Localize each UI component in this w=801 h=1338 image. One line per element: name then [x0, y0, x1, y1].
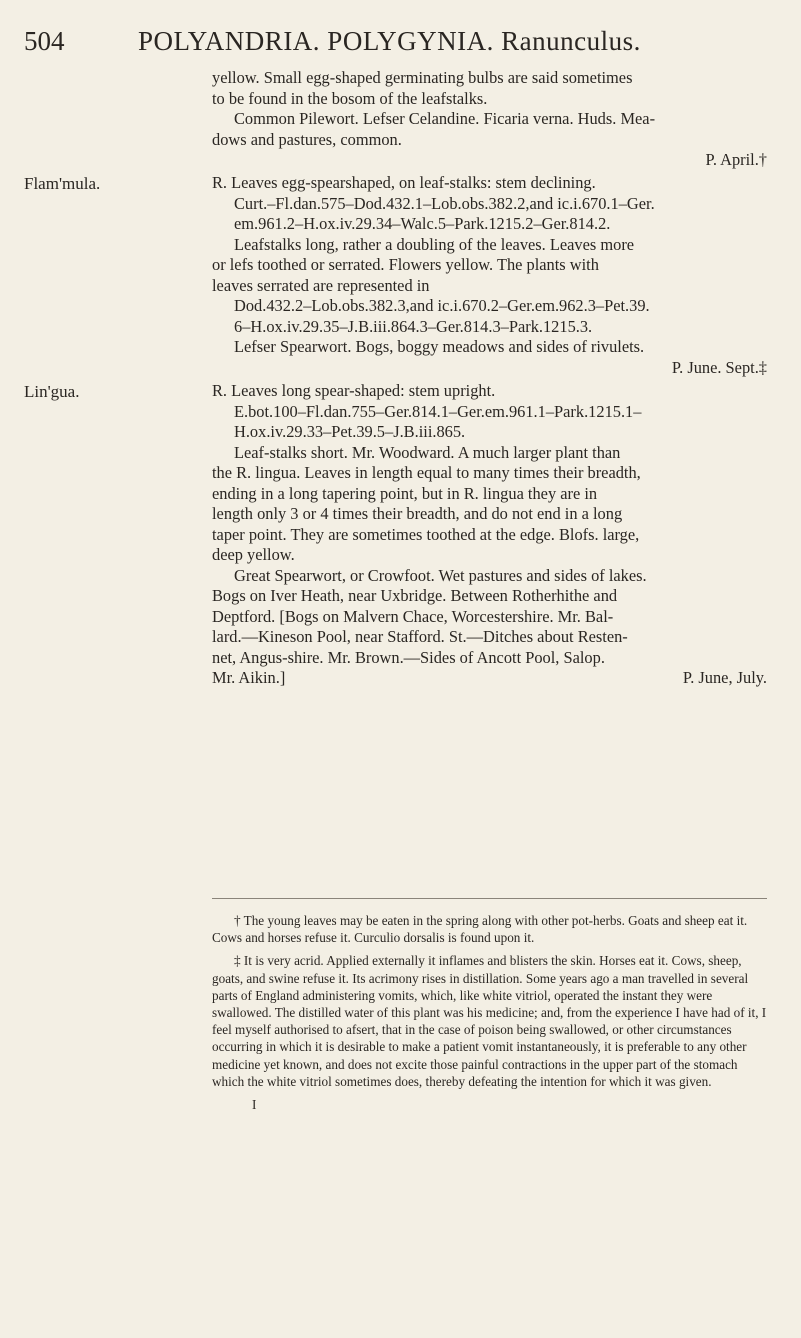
page-number: 504 — [24, 26, 65, 56]
text-line: Leafstalks long, rather a doubling of the leaves. Leaves more — [234, 234, 635, 254]
season-line: P. June. Sept.‡ — [671, 357, 767, 377]
footnote: † The young leaves may be eaten in the spring along with other pot-herbs. Goats and sheep eat it. Cows and horses refuse it. Curculio dorsalis is found upon it. — [212, 913, 748, 946]
catchword: I — [252, 1097, 257, 1113]
text-line: Lefser Spearwort. Bogs, boggy meadows and sides of rivulets. — [234, 337, 645, 356]
text-line: to be found in the bosom of the leafstalks. — [212, 88, 488, 108]
text-line: Leaf-stalks short. Mr. Woodward. A much larger plant than — [234, 442, 621, 462]
footnotes — [212, 912, 767, 1119]
text-line: Common Pilewort. Lefser Celandine. Ficaria verna. Huds. Mea- — [234, 109, 656, 128]
season-line: P. April.† — [705, 150, 767, 169]
text-line: Curt.–Fl.dan.575–Dod.432.1–Lob.obs.382.2,and ic.i.670.1–Ger. — [234, 193, 655, 213]
text-line: R. Leaves egg-spearshaped, on leaf-stalks: stem declining. — [212, 173, 596, 192]
text-line: Mr. Aikin.] — [212, 668, 286, 687]
text-line: deep yellow. — [212, 545, 295, 564]
text-line: dows and pastures, common. — [212, 129, 402, 149]
text-line: 6–H.ox.iv.29.35–J.B.iii.864.3–Ger.814.3–Park.1215.3. — [234, 316, 593, 336]
text-line: em.961.2–H.ox.iv.29.34–Walc.5–Park.1215.2–Ger.814.2. — [234, 214, 611, 233]
text-line: or lefs toothed or serrated. Flowers yellow. The plants with — [212, 255, 599, 274]
margin-species-name: Flam'mula. — [24, 174, 101, 193]
text-line: R. Leaves long spear-shaped: stem upright. — [212, 381, 496, 400]
entry-flammula — [212, 173, 767, 378]
text-line: Dod.432.2–Lob.obs.382.3,and ic.i.670.2–Ger.em.962.3–Pet.39. — [234, 296, 650, 315]
text-line: length only 3 or 4 times their breadth, and do not end in a long — [212, 504, 623, 523]
text-line: E.bot.100–Fl.dan.755–Ger.814.1–Ger.em.961.1–Park.1215.1– — [234, 401, 642, 421]
text-line: the R. lingua. Leaves in length equal to many times their breadth, — [212, 463, 641, 482]
text-line: Great Spearwort, or Crowfoot. Wet pastures and sides of lakes. — [234, 565, 647, 585]
text-line: net, Angus-shire. Mr. Brown.—Sides of Ancott Pool, Salop. — [212, 647, 605, 667]
margin-species-name: Lin'gua. — [24, 382, 80, 401]
season-line: P. June, July. — [682, 668, 767, 687]
footnote: ‡ It is very acrid. Applied externally it inflames and blisters the skin. Horses eat it. Cows, sheep, goats, and swine refuse it. Its acrimony rises in distillation. Some years ago a man travelled in several parts of England administering vomits, which, like white vitriol, operated the instant they were swallowed. The distilled water of this plant was his medicine; and, from the experience I have had of it, I feel myself authorised to afsert, that in the case of poison being swallowed, or other circumstances occurring in which it is desirable to make a patient vomit instantaneously, it is preferable to any other medicine yet known, and does not excite those painful contractions in the upper part of the stomach which the white vitriol sometimes does, thereby defeating the intention for which it was given. — [212, 953, 767, 1089]
running-title: POLYANDRIA. POLYGYNIA. Ranunculus. — [138, 26, 641, 56]
text-line: yellow. Small egg-shaped germinating bulbs are said sometimes — [212, 68, 633, 87]
running-header — [0, 26, 801, 66]
text-line: Bogs on Iver Heath, near Uxbridge. Between Rotherhithe and — [212, 586, 618, 605]
text-line: ending in a long tapering point, but in R. lingua they are in — [212, 483, 598, 503]
entry-ficaria-continuation — [212, 68, 767, 171]
text-line: H.ox.iv.29.33–Pet.39.5–J.B.iii.865. — [234, 422, 466, 441]
text-line: Deptford. [Bogs on Malvern Chace, Worcestershire. Mr. Bal- — [212, 606, 614, 626]
text-line: leaves serrated are represented in — [212, 275, 430, 295]
entry-lingua — [212, 381, 767, 689]
text-line: taper point. They are sometimes toothed at the edge. Blofs. large, — [212, 524, 640, 544]
text-line: lard.—Kineson Pool, near Stafford. St.—Ditches about Resten- — [212, 627, 628, 646]
footnote-rule — [212, 898, 767, 899]
